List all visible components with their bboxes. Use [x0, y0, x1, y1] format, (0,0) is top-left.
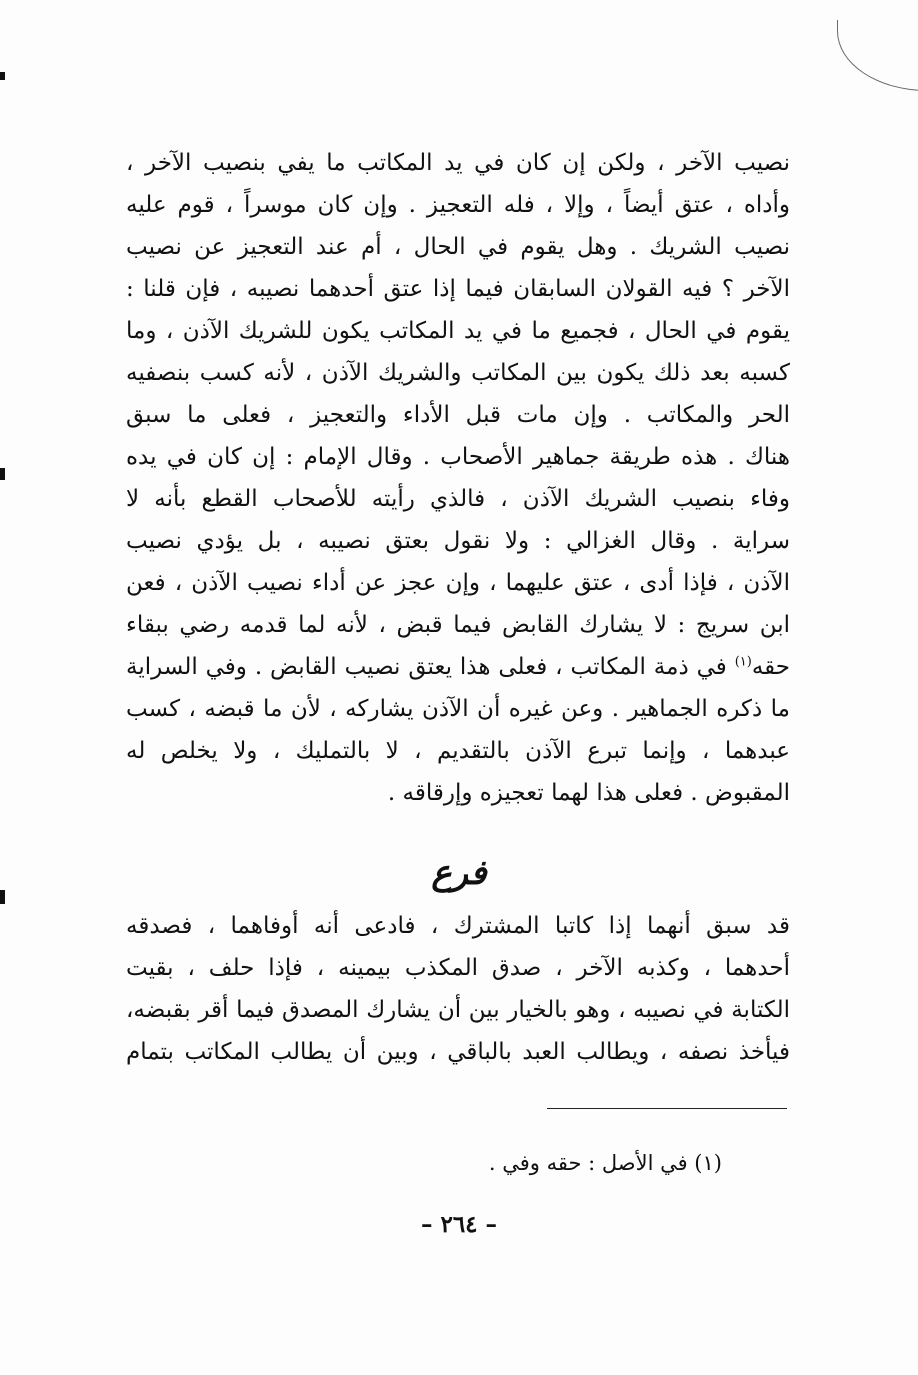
text-line: ما ذكره الجماهير . وعن غيره أن الآذن يشاركه ، لأن ما قبضه ، كسب — [126, 696, 790, 722]
text-line: عبدهما ، وإنما تبرع الآذن بالتقديم ، لا بالتمليك ، ولا يخلص له — [126, 738, 790, 764]
text-line: الآخر ؟ فيه القولان السابقان فيما إذا عتق أحدهما نصيبه ، فإن قلنا : — [126, 276, 790, 302]
line-rest: في ذمة المكاتب ، فعلى هذا يعتق نصيب القابض . وفي السراية — [126, 654, 727, 680]
text-line: سراية . وقال الغزالي : ولا نقول بعتق نصيبه ، بل يؤدي نصيب — [126, 528, 790, 554]
footnote-divider — [547, 1108, 787, 1109]
text-line: فيأخذ نصفه ، ويطالب العبد بالباقي ، وبين أن يطالب المكاتب بتمام — [126, 1039, 790, 1065]
section-heading: فرع — [431, 853, 487, 893]
text-line: وأداه ، عتق أيضاً ، وإلا ، فله التعجيز . وإن كان موسراً ، قوم عليه — [126, 192, 790, 218]
second-paragraph — [126, 905, 790, 1073]
text-line: أحدهما ، وكذبه الآخر ، صدق المكذب بيمينه ، فإذا حلف ، بقيت — [126, 955, 790, 981]
line-lead-word: حقه — [751, 654, 790, 680]
text-line: نصيب الآخر ، ولكن إن كان في يد المكاتب ما يفي بنصيب الآخر ، — [126, 150, 790, 176]
text-line: وفاء بنصيب الشريك الآذن ، فالذي رأيته للأصحاب القطع بأنه لا — [126, 486, 790, 512]
page-corner-fold — [837, 20, 918, 91]
text-line: يقوم في الحال ، فجميع ما في يد المكاتب يكون للشريك الآذن ، وما — [126, 318, 790, 344]
main-paragraph — [126, 142, 790, 814]
text-line: كسبه بعد ذلك يكون بين المكاتب والشريك الآذن ، لأنه كسب بنصفيه — [126, 360, 790, 386]
text-line: نصيب الشريك . وهل يقوم في الحال ، أم عند التعجيز عن نصيب — [126, 234, 790, 260]
text-line: الحر والمكاتب . وإن مات قبل الأداء والتعجيز ، فعلى ما سبق — [126, 402, 790, 428]
text-line: الكتابة في نصيبه ، وهو بالخيار بين أن يشارك المصدق فيما أقر بقبضه، — [126, 997, 790, 1023]
page-number: – ٢٦٤ – — [420, 1211, 498, 1238]
text-line: هناك . هذه طريقة جماهير الأصحاب . وقال الإمام : إن كان في يده — [126, 444, 790, 470]
text-line: الآذن ، فإذا أدى ، عتق عليهما ، وإن عجز عن أداء نصيب الآذن ، فعن — [126, 570, 790, 596]
text-line: المقبوض . فعلى هذا لهما تعجيزه وإرقاقه . — [387, 780, 790, 806]
footnote: (١) في الأصل : حقه وفي . — [488, 1151, 722, 1175]
scan-edge-mark — [0, 468, 5, 480]
text-line: ابن سريج : لا يشارك القابض فيما قبض ، لأنه لما قدمه رضي ببقاء — [126, 612, 790, 638]
scan-edge-mark — [0, 72, 5, 80]
text-line: قد سبق أنهما إذا كاتبا المشترك ، فادعى أنه أوفاهما ، فصدقه — [126, 913, 790, 939]
text-line-with-footnote — [126, 646, 790, 688]
footnote-reference: (١) — [734, 654, 752, 670]
